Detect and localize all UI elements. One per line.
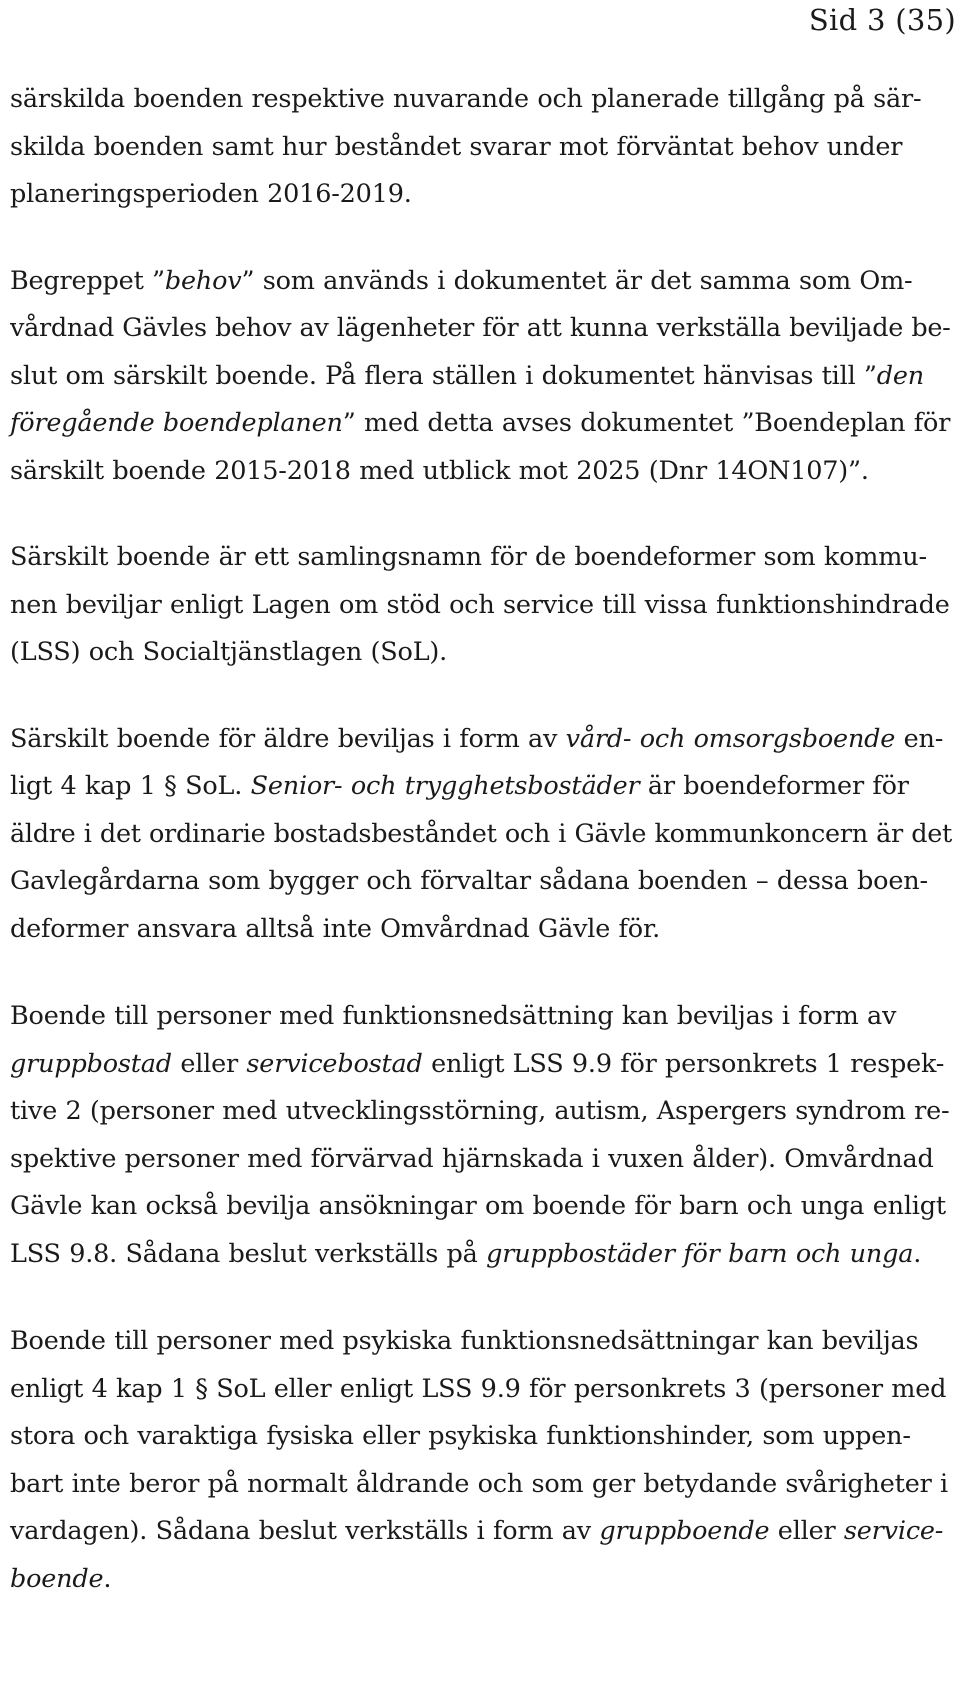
paragraph-1 bbox=[10, 76, 952, 219]
text-segment: (LSS) och Socialtjänstlagen (SoL). bbox=[10, 637, 448, 667]
text-segment: skilda boenden samt hur beståndet svarar mot förväntat behov under bbox=[10, 131, 903, 162]
text-line bbox=[10, 716, 952, 764]
text-line bbox=[10, 763, 952, 811]
text-segment: är boendeformer för bbox=[639, 771, 909, 801]
italic-text: den bbox=[876, 360, 925, 391]
text-line bbox=[10, 629, 952, 677]
text-line bbox=[10, 171, 952, 219]
text-segment: eller bbox=[769, 1516, 844, 1546]
text-segment: vårdnad Gävles behov av lägenheter för att kunna verkställa beviljade be- bbox=[10, 313, 951, 343]
text-line bbox=[10, 1041, 952, 1089]
text-line bbox=[10, 534, 952, 582]
text-segment: Gavlegårdarna som bygger och förvaltar sådana boenden – dessa boen- bbox=[10, 866, 928, 896]
paragraph-6 bbox=[10, 1318, 952, 1603]
text-segment: enligt LSS 9.9 för personkrets 1 respek- bbox=[422, 1048, 945, 1079]
text-segment: eller bbox=[171, 1048, 247, 1079]
text-line bbox=[10, 124, 952, 172]
paragraph-3 bbox=[10, 534, 952, 677]
text-segment: Gävle kan också bevilja ansökningar om boende för barn och unga enligt bbox=[10, 1191, 946, 1221]
italic-text: gruppbostad bbox=[10, 1048, 172, 1079]
italic-text: gruppboende bbox=[599, 1516, 770, 1546]
paragraph-4 bbox=[10, 716, 952, 954]
text-segment: LSS 9.8. Sådana beslut verkställs på bbox=[10, 1238, 487, 1269]
italic-text: vård- och omsorgsboende bbox=[565, 723, 896, 754]
text-line bbox=[10, 1231, 952, 1279]
text-line bbox=[10, 1136, 952, 1184]
text-segment: nen beviljar enligt Lagen om stöd och service till vissa funktionshindrade bbox=[10, 589, 950, 620]
page-number: Sid 3 (35) bbox=[808, 3, 956, 37]
text-line bbox=[10, 1556, 952, 1604]
text-segment: äldre i det ordinarie bostadsbeståndet och i Gävle kommunkoncern är det bbox=[10, 818, 952, 849]
text-line bbox=[10, 582, 952, 630]
text-segment: Särskilt boende är ett samlingsnamn för de boendeformer som kommu- bbox=[10, 542, 927, 572]
italic-text: behov bbox=[164, 265, 242, 296]
text-line bbox=[10, 1413, 952, 1461]
text-segment: Särskilt boende för äldre beviljas i form av bbox=[10, 723, 566, 754]
text-line bbox=[10, 1366, 952, 1414]
text-line bbox=[10, 400, 952, 448]
text-segment: en- bbox=[895, 723, 944, 754]
text-segment: särskilda boenden respektive nuvarande och planerade tillgång på sär- bbox=[10, 84, 922, 114]
text-segment: Boende till personer med funktionsnedsättning kan beviljas i form av bbox=[10, 1001, 897, 1031]
document-body bbox=[10, 76, 952, 1643]
text-line bbox=[10, 76, 952, 124]
text-segment: deformer ansvara alltså inte Omvårdnad Gävle för. bbox=[10, 913, 661, 944]
text-segment: Boende till personer med psykiska funktionsnedsättningar kan beviljas bbox=[10, 1326, 919, 1356]
italic-text: gruppbostäder för barn och unga bbox=[486, 1238, 914, 1269]
text-segment: . bbox=[913, 1238, 922, 1269]
text-segment: enligt 4 kap 1 § SoL eller enligt LSS 9.9 för personkrets 3 (personer med bbox=[10, 1373, 947, 1404]
text-segment: . bbox=[103, 1563, 112, 1594]
text-segment: ” som används i dokumentet är det samma som Om- bbox=[241, 265, 913, 296]
paragraph-5 bbox=[10, 993, 952, 1278]
italic-text: Senior- och trygghetsbostäder bbox=[250, 771, 640, 801]
text-segment: planeringsperioden 2016-2019. bbox=[10, 179, 412, 209]
text-segment: stora och varaktiga fysiska eller psykiska funktionshinder, som uppen- bbox=[10, 1421, 911, 1451]
text-segment: spektive personer med förvärvad hjärnskada i vuxen ålder). Omvårdnad bbox=[10, 1143, 934, 1174]
text-line bbox=[10, 993, 952, 1041]
text-line bbox=[10, 448, 952, 496]
italic-text: boende bbox=[10, 1563, 104, 1594]
text-line bbox=[10, 811, 952, 859]
text-segment: bart inte beror på normalt åldrande och som ger betydande svårigheter i bbox=[10, 1468, 948, 1499]
text-segment: vardagen). Sådana beslut verkställs i form av bbox=[10, 1516, 600, 1546]
text-line bbox=[10, 258, 952, 306]
text-line bbox=[10, 906, 952, 954]
italic-text: föregående boendeplanen bbox=[10, 408, 343, 438]
text-line bbox=[10, 1461, 952, 1509]
text-line bbox=[10, 1088, 952, 1136]
text-segment: särskilt boende 2015-2018 med utblick mot 2025 (Dnr 14ON107)”. bbox=[10, 455, 869, 486]
text-line bbox=[10, 1318, 952, 1366]
text-segment: Begreppet ” bbox=[10, 265, 165, 296]
text-segment: ligt 4 kap 1 § SoL. bbox=[10, 771, 251, 801]
text-line bbox=[10, 353, 952, 401]
text-segment: ” med detta avses dokumentet ”Boendeplan för bbox=[342, 408, 951, 438]
text-line bbox=[10, 1508, 952, 1556]
text-segment: tive 2 (personer med utvecklingsstörning, autism, Aspergers syndrom re- bbox=[10, 1096, 950, 1126]
paragraph-2 bbox=[10, 258, 952, 496]
text-line bbox=[10, 305, 952, 353]
text-line bbox=[10, 1183, 952, 1231]
italic-text: servicebostad bbox=[246, 1048, 423, 1079]
italic-text: service- bbox=[843, 1516, 944, 1546]
text-segment: slut om särskilt boende. På flera ställen i dokumentet hänvisas till ” bbox=[10, 360, 877, 391]
text-line bbox=[10, 858, 952, 906]
